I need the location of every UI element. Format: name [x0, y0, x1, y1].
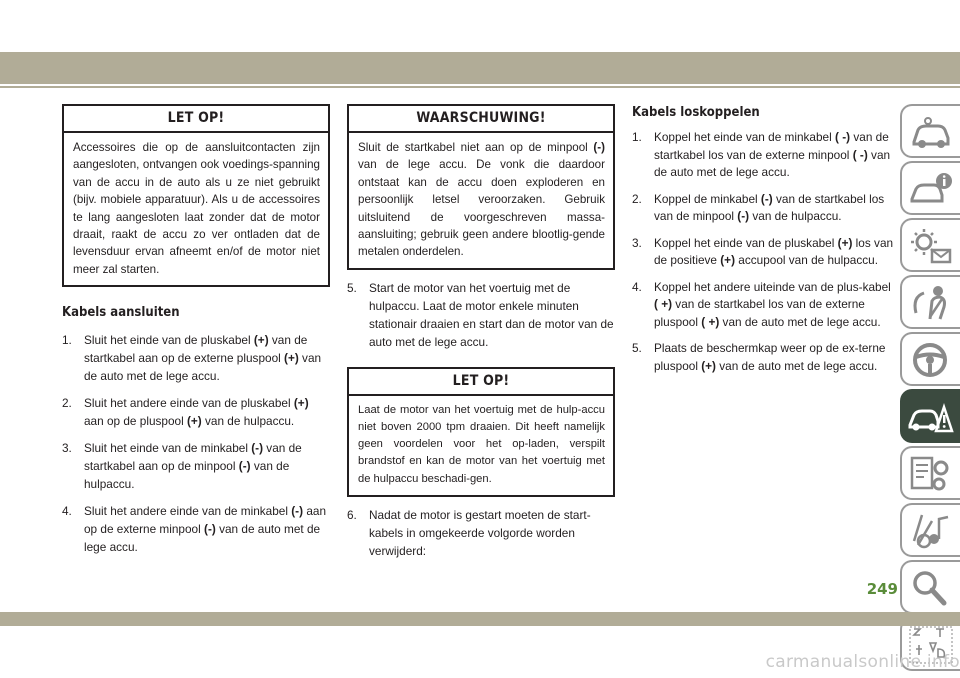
- disconnect-steps: [632, 129, 896, 375]
- steering-wheel-icon: [908, 340, 954, 380]
- watermark: carmanualsonline.info: [765, 652, 960, 672]
- tab-roadside-emergency[interactable]: [900, 389, 960, 443]
- maintenance-specs-icon: [908, 454, 954, 494]
- warning-title: WAARSCHUWING!: [349, 106, 613, 133]
- caution-title: LET OP!: [64, 106, 328, 133]
- search-index-icon: [908, 568, 954, 608]
- list-item: 2. Sluit het andere einde van de pluskabel (+) aan op de pluspool (+) van de hulpaccu.: [62, 396, 309, 429]
- roadside-emergency-icon: [908, 397, 954, 437]
- tab-maintenance[interactable]: [900, 446, 960, 500]
- chapter-tabs: [900, 104, 960, 674]
- tab-warning-lights[interactable]: [900, 218, 960, 272]
- list-item: 1. Sluit het einde van de pluskabel (+) van de startkabel aan op de externe pluspool (+) van de auto met de lege accu.: [62, 333, 322, 384]
- connect-steps: [62, 331, 330, 556]
- list-item: 4. Koppel het andere uiteinde van de plus-kabel ( +) van de startkabel los van de externe pluspool ( +) van de auto met de lege accu.: [632, 279, 891, 329]
- tab-car-info[interactable]: [900, 161, 960, 215]
- remove-intro: [347, 506, 615, 560]
- section-heading-disconnect: Kabels loskoppelen: [632, 105, 760, 120]
- list-item: 1. Koppel het einde van de minkabel ( -) van de startkabel los van de externe minpool ( -) van de auto met de lege accu.: [632, 130, 891, 179]
- warning-lights-icon: [908, 226, 954, 266]
- list-item: 5. Plaats de beschermkap weer op de ex-terne pluspool (+) van de auto met de lege accu.: [632, 341, 886, 373]
- section-heading-connect: Kabels aansluiten: [62, 305, 180, 321]
- list-item: 3. Koppel het einde van de pluskabel (+) los van de positieve (+) accupool van de hulpaccu.: [632, 235, 894, 267]
- tab-search-index[interactable]: [900, 560, 960, 614]
- column-middle: [347, 104, 615, 560]
- start-steps: [347, 279, 615, 351]
- tab-seatbelt-airbag[interactable]: [900, 275, 960, 329]
- multimedia-icon: [908, 511, 954, 551]
- list-item: 2. Koppel de minkabel (-) van de startkabel los van de minpool (-) van de hulpaccu.: [632, 191, 885, 223]
- caution-title: LET OP!: [349, 369, 613, 396]
- list-item: 6. Nadat de motor is gestart moeten de start-kabels in omgekeerde volgorde worden verwijderd:: [347, 507, 591, 558]
- caution-text: Laat de motor van het voertuig met de hulp-accu niet boven 2000 tpm draaien. Dit heeft namelijk geen voordelen voor het op-laden, verspilt brandstof en kan de motor van het voertuig met de hulpaccu beschadi-gen.: [358, 403, 605, 485]
- tab-multimedia[interactable]: [900, 503, 960, 557]
- column-right: [632, 104, 896, 375]
- header-band: [0, 52, 960, 84]
- warning-text: Sluit de startkabel niet aan op de minpool (-) van de lege accu. De vonk die daardoor ontstaat kan de accu doen exploderen en persoonlijk letsel veroorzaken. Gebruik uitsluitend de voorgeschreven massa-aansluiting; gebruik geen andere blootlig-gende metalen onderdelen.: [358, 141, 605, 259]
- list-item: 5. Start de motor van het voertuig met de hulpaccu. Laat de motor enkele minuten stationair draaien en start dan de motor van de auto met de lege accu.: [347, 280, 614, 349]
- tab-steering[interactable]: [900, 332, 960, 386]
- list-item: 4. Sluit het andere einde van de minkabel (-) aan op de externe minpool (-) van de auto met de lege accu.: [62, 504, 327, 555]
- car-lights-icon: [908, 112, 954, 152]
- warning-box: [347, 104, 615, 270]
- column-left: [62, 104, 330, 556]
- seatbelt-airbag-icon: [908, 283, 954, 323]
- tab-car-lights[interactable]: [900, 104, 960, 158]
- footer-band: [0, 612, 960, 626]
- page-number: 249: [866, 580, 898, 598]
- list-item: 3. Sluit het einde van de minkabel (-) van de startkabel aan op de minpool (-) van de hulpaccu.: [62, 441, 302, 492]
- caution-box: [62, 104, 330, 287]
- header-rule: [0, 86, 960, 88]
- car-info-icon: [908, 169, 954, 209]
- caution-text: Accessoires die op de aansluitcontacten zijn aangesloten, ontvangen ook voedings-spanning van de accu in de auto als u ze niet gebruikt (bijv. mobiele apparatuur). Als u de accessoires te lang aangesloten laat zonder dat de motor draait, raakt de accu zo ver ontladen dat de levensduur ervan afneemt en/of de motor niet meer zal starten.: [73, 141, 320, 276]
- caution-box-rpm: [347, 367, 615, 497]
